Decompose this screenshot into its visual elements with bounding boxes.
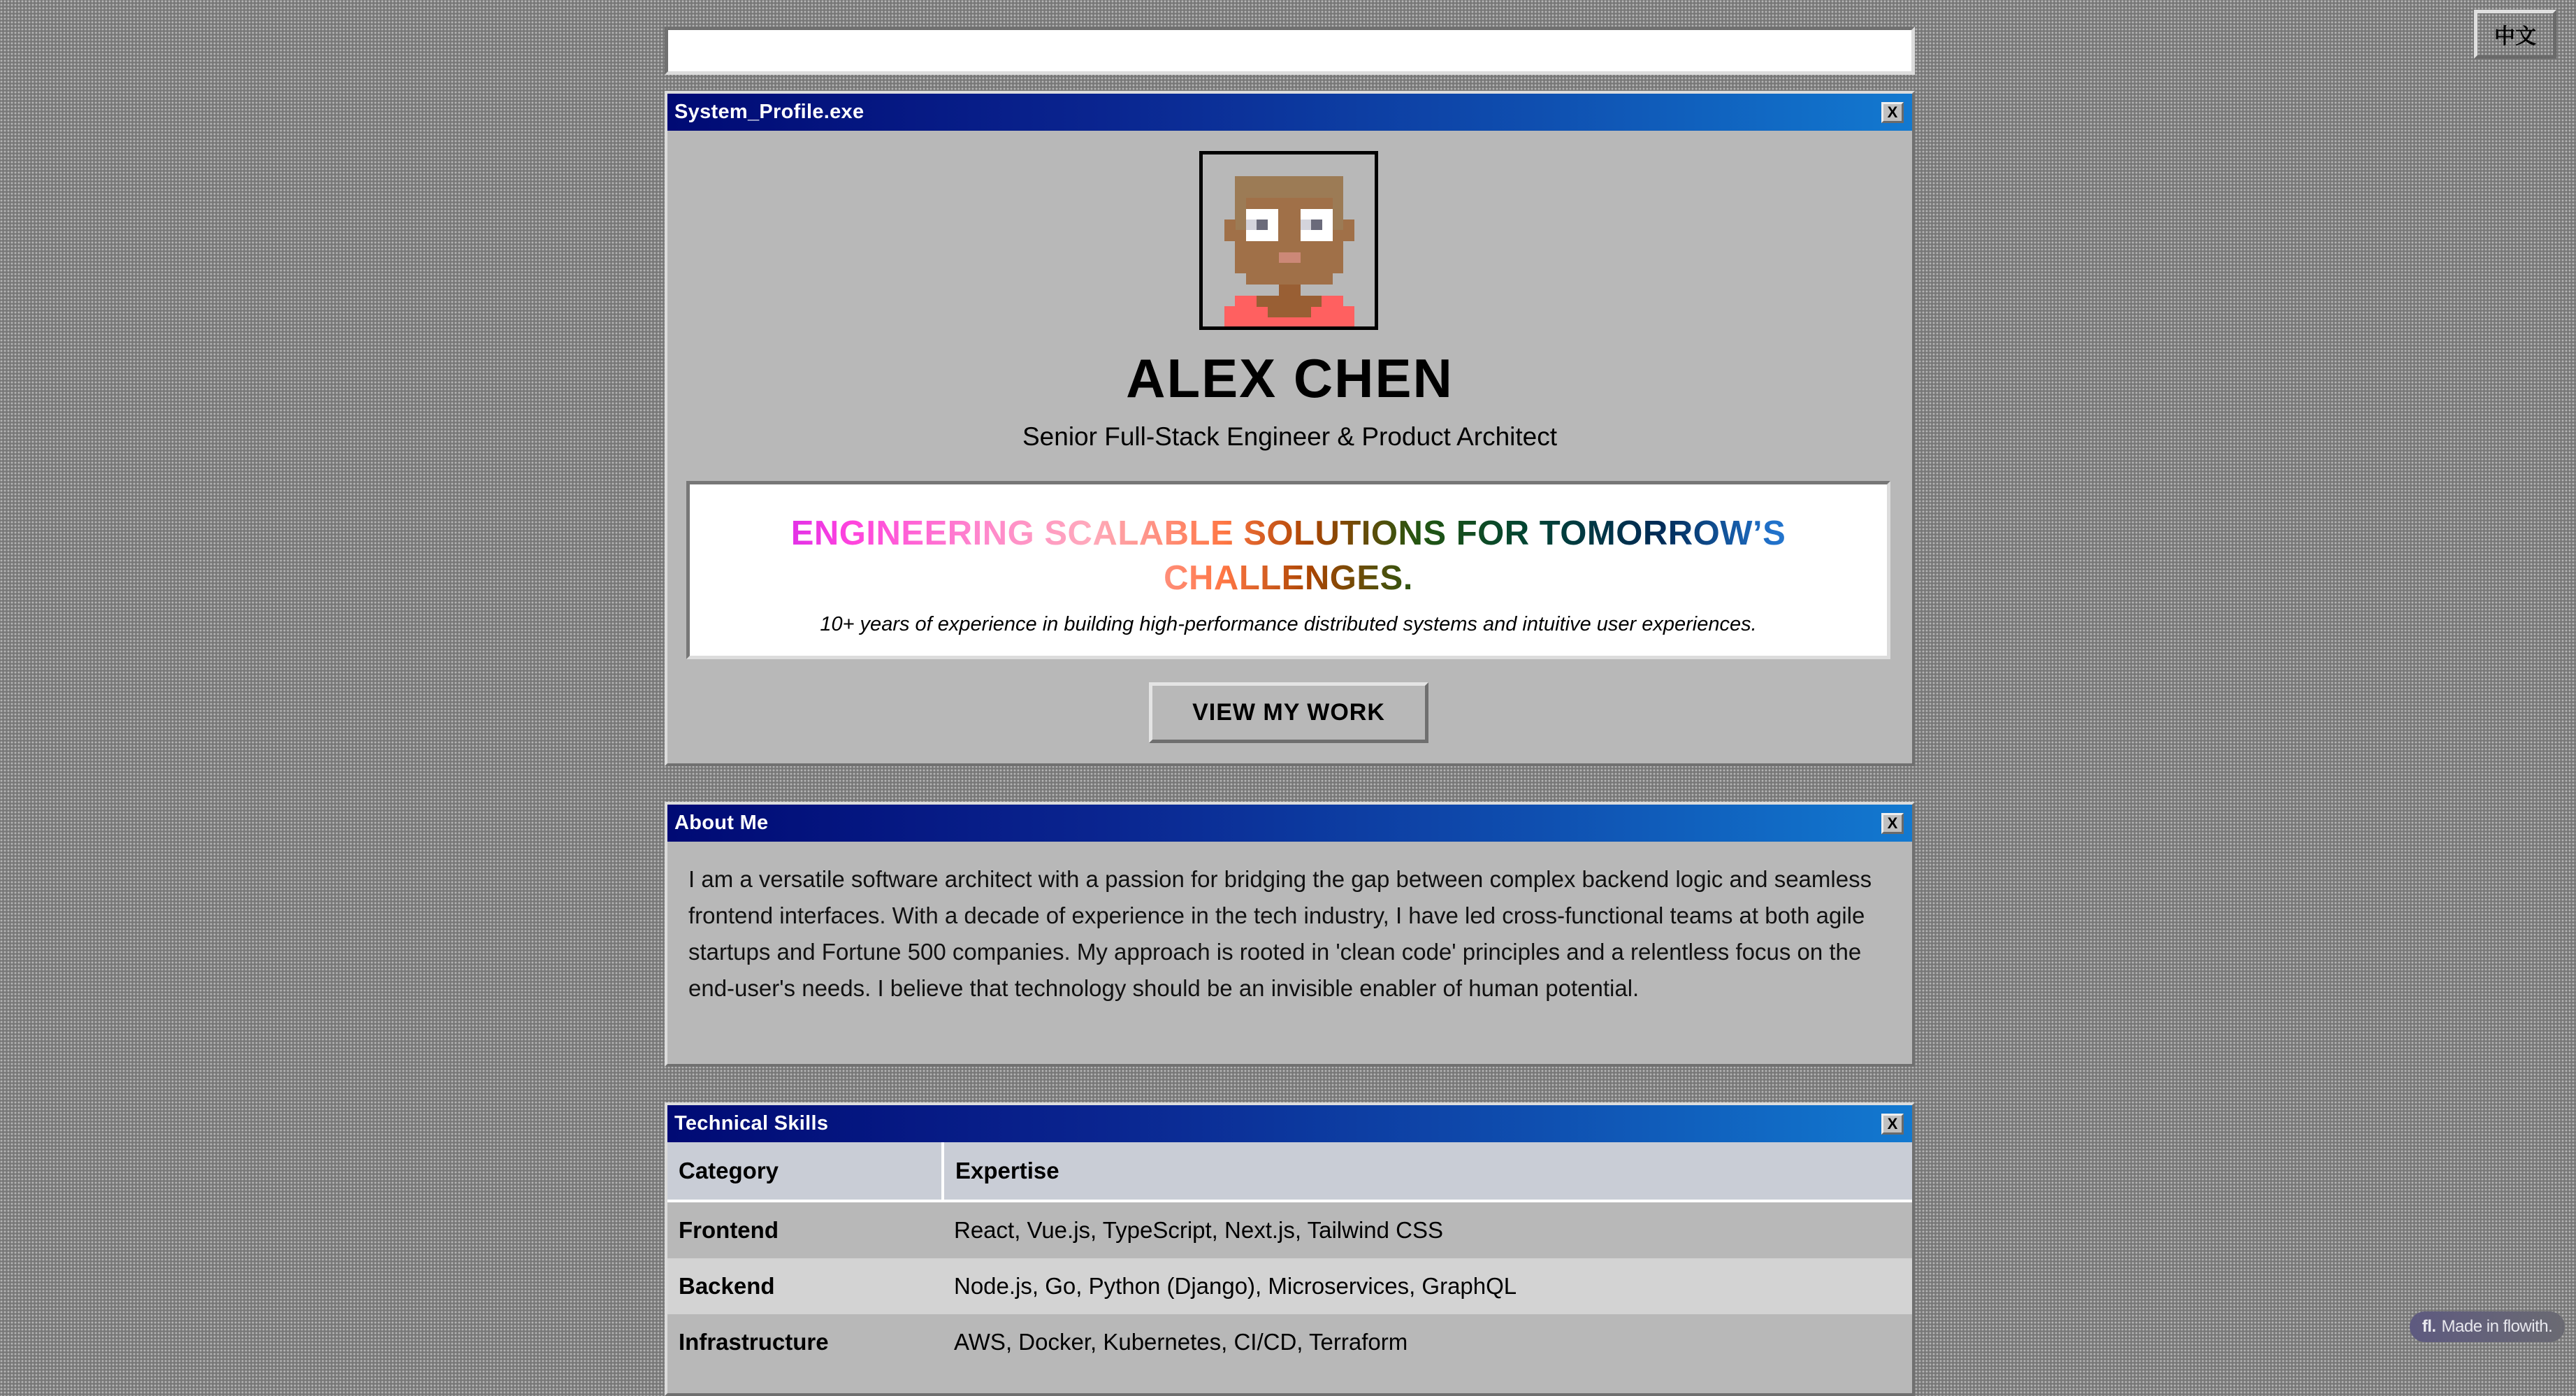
- window-title: About Me: [674, 812, 769, 834]
- skills-window: [665, 1102, 1915, 1396]
- column-header-expertise: Expertise: [943, 1142, 1912, 1201]
- about-window: [665, 802, 1915, 1067]
- skill-expertise: AWS, Docker, Kubernetes, CI/CD, Terraform: [943, 1314, 1912, 1370]
- skill-expertise: React, Vue.js, TypeScript, Next.js, Tailwind CSS: [943, 1201, 1912, 1258]
- table-row: [667, 1314, 1912, 1370]
- window-title: Technical Skills: [674, 1112, 829, 1135]
- table-row: [667, 1201, 1912, 1258]
- top-input[interactable]: [665, 27, 1915, 75]
- close-icon: X: [1887, 814, 1898, 832]
- flowith-logo-icon: fl.: [2422, 1317, 2436, 1336]
- close-button[interactable]: [1881, 813, 1904, 834]
- close-button[interactable]: [1881, 102, 1904, 123]
- language-toggle-button[interactable]: 中文: [2474, 10, 2556, 59]
- skills-window-titlebar[interactable]: [667, 1105, 1912, 1142]
- profile-name: ALEX CHEN: [1126, 347, 1454, 409]
- close-icon: X: [1887, 1114, 1898, 1132]
- profile-window-titlebar[interactable]: [667, 94, 1912, 131]
- close-icon: X: [1887, 103, 1898, 121]
- window-title: System_Profile.exe: [674, 101, 864, 123]
- table-row: [667, 1258, 1912, 1314]
- column-header-category: Category: [667, 1142, 943, 1201]
- skill-category: Frontend: [667, 1201, 943, 1258]
- tagline-box: [686, 481, 1890, 659]
- about-text: I am a versatile software architect with a passion for bridging the gap between complex backend logic and seamless frontend interfaces. With a decade of experience in the tech industry, I have led cross-functional teams at both agile startups and Fortune 500 companies. My approach is rooted in 'clean code' principles and a relentless focus on the end-user's needs. I believe that technology should be an invisible enabler of human potential.: [688, 866, 1872, 1001]
- close-button[interactable]: [1881, 1114, 1904, 1135]
- skill-expertise: Node.js, Go, Python (Django), Microservices, GraphQL: [943, 1258, 1912, 1314]
- made-in-flowith-badge[interactable]: [2410, 1311, 2565, 1342]
- skills-table: [667, 1142, 1912, 1370]
- view-my-work-button[interactable]: VIEW MY WORK: [1149, 682, 1428, 743]
- skill-category: Backend: [667, 1258, 943, 1314]
- intro-text: 10+ years of experience in building high-performance distributed systems and intuitive user experiences.: [820, 613, 1757, 635]
- avatar: [1199, 151, 1378, 330]
- headline: ENGINEERING SCALABLE SOLUTIONS FOR TOMORROW’S CHALLENGES.: [744, 511, 1834, 600]
- skill-category: Infrastructure: [667, 1314, 943, 1370]
- profile-role: Senior Full-Stack Engineer & Product Architect: [1022, 422, 1558, 451]
- avatar-mouth-icon: [1279, 252, 1301, 263]
- table-header-row: [667, 1142, 1912, 1201]
- about-window-titlebar[interactable]: [667, 805, 1912, 842]
- badge-label: Made in flowith.: [2441, 1317, 2553, 1336]
